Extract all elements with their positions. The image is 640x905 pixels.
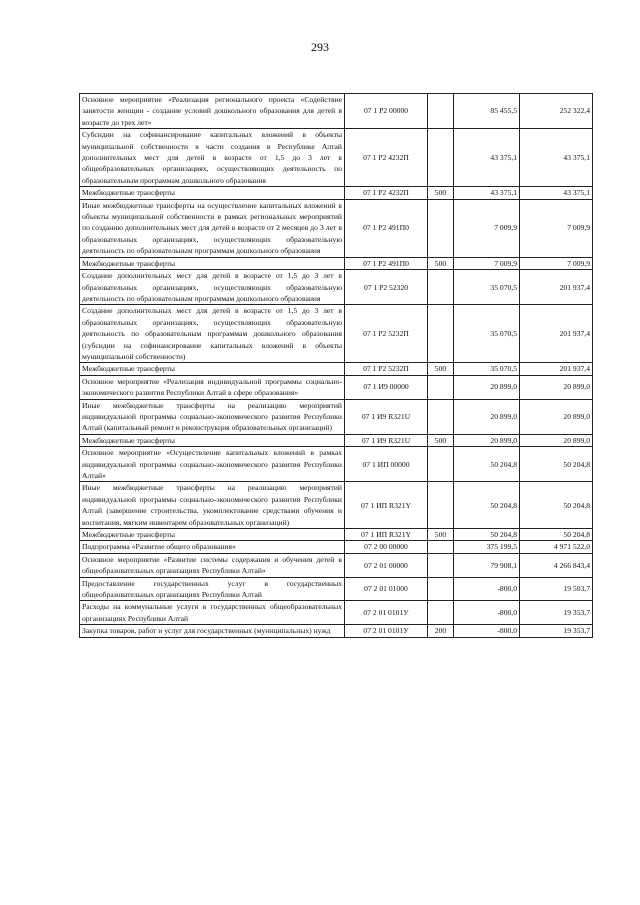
target-code-cell: 07 1 И9 R321U — [345, 434, 428, 446]
expense-type-cell — [428, 482, 454, 529]
page-number: 293 — [311, 40, 329, 54]
row-name-cell: Предоставление государственных услуг в государственных общеобразовательных организациях Республики Алтай — [80, 577, 345, 601]
target-code-cell: 07 1 P2 4232П — [345, 187, 428, 199]
amount-total-cell: 201 937,4 — [520, 305, 593, 363]
target-code-cell: 07 1 ИП R321Y — [345, 482, 428, 529]
row-name-cell: Межбюджетные трансферты — [80, 434, 345, 446]
row-name-cell: Закупка товаров, работ и услуг для государственных (муниципальных) нужд — [80, 625, 345, 637]
amount-change-cell: 35 070,5 — [454, 305, 520, 363]
table-row — [80, 305, 593, 363]
expense-type-cell: 500 — [428, 257, 454, 269]
amount-change-cell: 50 204,8 — [454, 529, 520, 541]
table-row — [80, 129, 593, 187]
table-row — [80, 434, 593, 446]
amount-change-cell: 20 899,0 — [454, 399, 520, 434]
amount-change-cell: 7 009,9 — [454, 257, 520, 269]
amount-total-cell: 4 266 843,4 — [520, 553, 593, 577]
amount-change-cell: 50 204,8 — [454, 482, 520, 529]
amount-change-cell: 375 199,5 — [454, 541, 520, 553]
table-row — [80, 363, 593, 375]
amount-change-cell: -800,0 — [454, 625, 520, 637]
amount-total-cell: 19 353,7 — [520, 601, 593, 625]
expense-type-cell: 200 — [428, 625, 454, 637]
amount-total-cell: 20 899,0 — [520, 434, 593, 446]
row-name-cell: Иные межбюджетные трансферты на реализацию мероприятий индивидуальной программы социально-экономического развития Республики Алтай (капитальный ремонт и реконструкция образовательных организаций) — [80, 399, 345, 434]
target-code-cell: 07 2 00 00000 — [345, 541, 428, 553]
amount-change-cell: -800,0 — [454, 601, 520, 625]
target-code-cell: 07 1 P2 5232П — [345, 305, 428, 363]
target-code-cell: 07 1 P2 4232П — [345, 129, 428, 187]
target-code-cell: 07 1 И9 R321U — [345, 399, 428, 434]
budget-table-body — [80, 94, 593, 638]
row-name-cell: Межбюджетные трансферты — [80, 529, 345, 541]
amount-change-cell: 35 070,5 — [454, 270, 520, 305]
expense-type-cell — [428, 399, 454, 434]
row-name-cell: Создание дополнительных мест для детей в возрасте от 1,5 до 3 лет в образовательных организациях, осуществляющих образовательную деятельность по образовательным программам дошкольного образования — [80, 270, 345, 305]
row-name-cell: Создание дополнительных мест для детей в возрасте от 1,5 до 3 лет в образовательных организациях, осуществляющих образовательную деятельность по образовательным программам дошкольного образования (субсидии на софинансирование капитальных вложений в объекты муниципальной собственности) — [80, 305, 345, 363]
row-name-cell: Основное мероприятие «Осуществление капитальных вложений в рамках индивидуальной программы социально-экономического развития Республики Алтай» — [80, 447, 345, 482]
target-code-cell: 07 1 ИП 00000 — [345, 447, 428, 482]
row-name-cell: Межбюджетные трансферты — [80, 363, 345, 375]
amount-change-cell: 20 899,0 — [454, 375, 520, 399]
amount-total-cell: 201 937,4 — [520, 363, 593, 375]
amount-change-cell: -800,0 — [454, 577, 520, 601]
target-code-cell: 07 2 01 0101У — [345, 625, 428, 637]
expense-type-cell — [428, 447, 454, 482]
table-row — [80, 482, 593, 529]
amount-change-cell: 20 899,0 — [454, 434, 520, 446]
amount-total-cell: 7 009,9 — [520, 199, 593, 257]
expense-type-cell — [428, 577, 454, 601]
table-row — [80, 553, 593, 577]
expense-type-cell — [428, 601, 454, 625]
table-row — [80, 94, 593, 129]
target-code-cell: 07 1 P2 5232П — [345, 363, 428, 375]
table-row — [80, 625, 593, 637]
table-row — [80, 399, 593, 434]
budget-table — [79, 93, 593, 638]
table-row — [80, 447, 593, 482]
amount-change-cell: 43 375,1 — [454, 129, 520, 187]
row-name-cell: Иные межбюджетные трансферты на реализацию мероприятий индивидуальной программы социально-экономического развития Республики Алтай (завершение строительства, укомплектование средствами обучения и воспитания, мягким инвентарем образовательных организаций) — [80, 482, 345, 529]
amount-total-cell: 4 971 522,0 — [520, 541, 593, 553]
amount-change-cell: 43 375,1 — [454, 187, 520, 199]
amount-total-cell: 201 937,4 — [520, 270, 593, 305]
amount-change-cell: 85 455,5 — [454, 94, 520, 129]
table-row — [80, 375, 593, 399]
target-code-cell: 07 1 И9 00000 — [345, 375, 428, 399]
target-code-cell: 07 1 P2 491П0 — [345, 199, 428, 257]
row-name-cell: Основное мероприятие «Реализация регионального проекта «Содействие занятости женщин - создание условий дошкольного образования для детей в возрасте до трех лет» — [80, 94, 345, 129]
target-code-cell: 07 1 P2 491П0 — [345, 257, 428, 269]
amount-change-cell: 50 204,8 — [454, 447, 520, 482]
expense-type-cell: 500 — [428, 434, 454, 446]
amount-total-cell: 19 503,7 — [520, 577, 593, 601]
expense-type-cell — [428, 375, 454, 399]
expense-type-cell — [428, 199, 454, 257]
amount-total-cell: 19 353,7 — [520, 625, 593, 637]
table-row — [80, 257, 593, 269]
row-name-cell: Основное мероприятие «Реализация индивидуальной программы социально-экономического развития Республики Алтай в сфере образования» — [80, 375, 345, 399]
table-row — [80, 187, 593, 199]
target-code-cell: 07 2 01 00000 — [345, 553, 428, 577]
row-name-cell: Межбюджетные трансферты — [80, 187, 345, 199]
row-name-cell: Межбюджетные трансферты — [80, 257, 345, 269]
amount-total-cell: 252 322,4 — [520, 94, 593, 129]
amount-change-cell: 7 009,9 — [454, 199, 520, 257]
table-row — [80, 199, 593, 257]
amount-total-cell: 50 204,8 — [520, 447, 593, 482]
amount-change-cell: 35 070,5 — [454, 363, 520, 375]
row-name-cell: Подпрограмма «Развитие общего образования» — [80, 541, 345, 553]
amount-total-cell: 50 204,8 — [520, 482, 593, 529]
expense-type-cell — [428, 305, 454, 363]
target-code-cell: 07 2 01 01000 — [345, 577, 428, 601]
expense-type-cell — [428, 553, 454, 577]
target-code-cell: 07 1 ИП R321Y — [345, 529, 428, 541]
expense-type-cell — [428, 129, 454, 187]
expense-type-cell — [428, 270, 454, 305]
row-name-cell: Субсидии на софинансирование капитальных вложений в объекты муниципальной собственности в части создания в Республике Алтай дополнительных мест для детей в возрасте от 1,5 до 3 лет в общеобразовательных организациях, осуществляющих деятельность по образовательным программам дошкольного образования — [80, 129, 345, 187]
amount-total-cell: 43 375,1 — [520, 129, 593, 187]
expense-type-cell — [428, 94, 454, 129]
table-row — [80, 529, 593, 541]
expense-type-cell: 500 — [428, 529, 454, 541]
expense-type-cell: 500 — [428, 187, 454, 199]
amount-total-cell: 43 375,1 — [520, 187, 593, 199]
amount-change-cell: 79 908,1 — [454, 553, 520, 577]
table-row — [80, 577, 593, 601]
table-row — [80, 601, 593, 625]
table-row — [80, 270, 593, 305]
expense-type-cell — [428, 541, 454, 553]
target-code-cell: 07 1 P2 00000 — [345, 94, 428, 129]
amount-total-cell: 7 009,9 — [520, 257, 593, 269]
amount-total-cell: 50 204,8 — [520, 529, 593, 541]
amount-total-cell: 20 899,0 — [520, 399, 593, 434]
table-row — [80, 541, 593, 553]
row-name-cell: Основное мероприятие «Развитие системы содержания и обучения детей в общеобразовательных организациях Республики Алтай» — [80, 553, 345, 577]
row-name-cell: Иные межбюджетные трансферты на осуществление капитальных вложений в объекты муниципальной собственности в рамках региональных мероприятий по созданию дополнительных мест для детей в возрасте от 2 месяцев до 3 лет в образовательных организациях, осуществляющих образовательную деятельность по образовательным программам дошкольного образования — [80, 199, 345, 257]
target-code-cell: 07 2 01 0101У — [345, 601, 428, 625]
amount-total-cell: 20 899,0 — [520, 375, 593, 399]
target-code-cell: 07 1 P2 52320 — [345, 270, 428, 305]
row-name-cell: Расходы на коммунальные услуги в государственных общеобразовательных организациях Республики Алтай — [80, 601, 345, 625]
expense-type-cell: 500 — [428, 363, 454, 375]
